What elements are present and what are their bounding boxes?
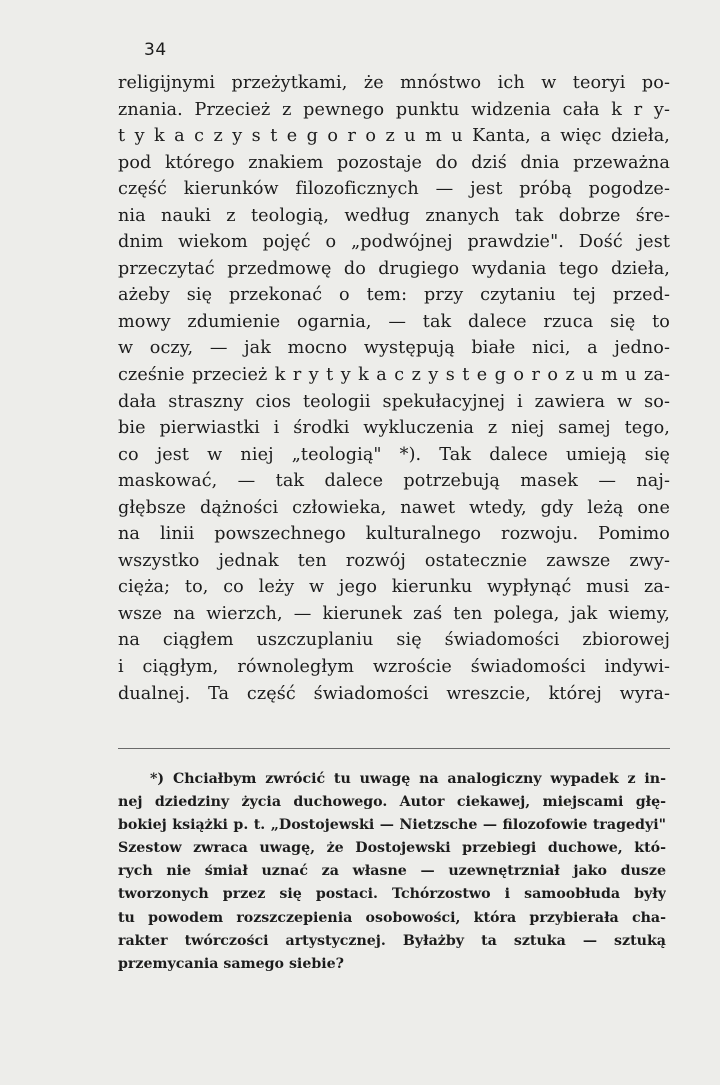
text-line: i ciągłym, równoległym wzroście świadomości indywi- (118, 657, 670, 678)
footnote-line: rakter twórczości artystycznej. Byłażby ta sztuka — sztuką (118, 932, 666, 949)
text-line: głębsze dążności człowieka, nawet wtedy, gdy leżą one (118, 497, 670, 518)
footnote-line: Szestow zwraca uwagę, że Dostojewski przebiegi duchowe, któ- (118, 840, 666, 857)
text-line: dała straszny cios teologii spekułacyjnej i zawiera w so- (118, 391, 670, 412)
footnote (118, 768, 666, 976)
text-line: bie pierwiastki i środki wykluczenia z niej samej tego, (118, 418, 670, 439)
text-line: dualnej. Ta część świadomości wreszcie, której wyra- (118, 683, 670, 704)
footnote-line: bokiej książki p. t. „Dostojewski — Nietzsche — filozofowie tragedyi" (118, 817, 666, 834)
footnote-line: nej dziedziny życia duchowego. Autor ciekawej, miejscami głę- (118, 794, 666, 811)
text-line: co jest w niej „teologią" *). Tak dalece umieją się (118, 444, 670, 465)
text-line: nia nauki z teologią, według znanych tak dobrze śre- (118, 205, 670, 226)
page-number: 34 (144, 40, 167, 60)
text-line: dnim wiekom pojęć o „podwójnej prawdzie". Dość jest (118, 232, 670, 253)
footnote-line: przemycania samego siebie? (118, 955, 344, 972)
text-line: mowy zdumienie ogarnia, — tak dalece rzuca się to (118, 311, 670, 332)
text-line: pod którego znakiem pozostaje do dziś dnia przeważna (118, 152, 670, 173)
text-line: znania. Przecież z pewnego punktu widzenia cała k r y- (118, 99, 670, 120)
main-text (118, 70, 670, 707)
text-line: na ciągłem uszczuplaniu się świadomości zbiorowej (118, 630, 670, 651)
footnote-line: tworzonych przez się postaci. Tchórzostwo i samoobłuda były (118, 886, 666, 903)
footnote-line: tu powodem rozszczepienia osobowości, która przybierała cha- (118, 909, 666, 926)
text-line: t y k a c z y s t e g o r o z u m u Kanta, a więc dzieła, (118, 126, 670, 147)
text-line: przeczytać przedmowę do drugiego wydania tego dzieła, (118, 258, 670, 279)
text-line: cięża; to, co leży w jego kierunku wypłynąć musi za- (118, 577, 670, 598)
footnote-divider (118, 748, 670, 749)
text-line: na linii powszechnego kulturalnego rozwoju. Pomimo (118, 524, 670, 545)
text-line: maskować, — tak dalece potrzebują masek — naj- (118, 471, 670, 492)
text-line: ażeby się przekonać o tem: przy czytaniu tej przed- (118, 285, 670, 306)
text-line: w oczy, — jak mocno występują białe nici, a jedno- (118, 338, 670, 359)
text-line: cześnie przecież k r y t y k a c z y s t e g o r o z u m u za- (118, 365, 670, 386)
footnote-line: *) Chciałbym zwrócić tu uwagę na analogiczny wypadek z in- (150, 771, 666, 787)
footnote-line: rych nie śmiał uznać za własne — uzewnętrzniał jako dusze (118, 863, 666, 880)
text-line: wszystko jednak ten rozwój ostatecznie zawsze zwy- (118, 550, 670, 571)
text-line: wsze na wierzch, — kierunek zaś ten polega, jak wiemy, (118, 603, 670, 624)
text-line: część kierunków filozoficznych — jest próbą pogodze- (118, 179, 670, 200)
text-line: religijnymi przeżytkami, że mnóstwo ich w teoryi po- (118, 73, 670, 93)
